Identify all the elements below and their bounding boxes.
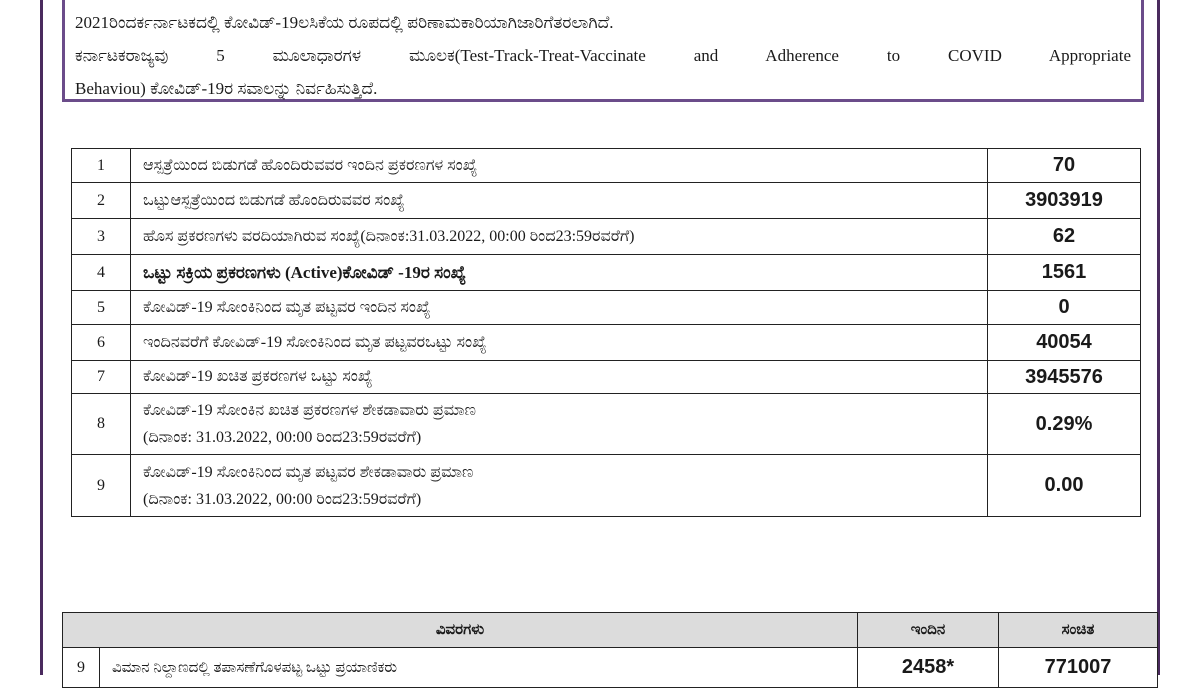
- row-value: 0.00: [988, 455, 1141, 517]
- row-label-line-2: (ದಿನಾಂಕ: 31.03.2022, 00:00 ರಿಂದ23:59ರವರೆಗೆ): [143, 490, 422, 508]
- row-value: 0: [988, 291, 1141, 325]
- table-row: [72, 149, 1141, 183]
- row-value-cumulative: 771007: [999, 648, 1158, 688]
- row-number: 9: [63, 648, 100, 688]
- table-row: [72, 183, 1141, 219]
- row-value: 0.29%: [988, 394, 1141, 455]
- left-border-rule: [40, 0, 43, 675]
- row-value: 62: [988, 219, 1141, 255]
- intro-text-box: [62, 0, 1144, 102]
- row-number: 3: [72, 219, 131, 255]
- row-number: 6: [72, 325, 131, 361]
- row-label: ಕೋವಿಡ್-19 ಸೋಂಕಿನಿಂದ ಮೃತ ಪಟ್ಟವರ ಇಂದಿನ ಸಂಖ್ಯೆ: [131, 291, 988, 325]
- row-label-line-1: ಕೋವಿಡ್-19 ಸೋಂಕಿನಿಂದ ಮೃತ ಪಟ್ಟವರ ಶೇಕಡಾವಾರು ಪ್ರಮಾಣ: [143, 463, 474, 481]
- table-row: [72, 361, 1141, 394]
- table-row: [63, 648, 1158, 688]
- row-label: ಕೋವಿಡ್-19 ಖಚಿತ ಪ್ರಕರಣಗಳ ಒಟ್ಟು ಸಂಖ್ಯೆ: [131, 361, 988, 394]
- covid-stats-table: [71, 148, 1141, 517]
- intro-line-3: Behaviou) ಕೋವಿಡ್-19ರ ಸವಾಲನ್ನು ನಿರ್ವಹಿಸುತ್ತಿದೆ.: [75, 79, 378, 98]
- header-today: ಇಂದಿನ: [858, 613, 999, 648]
- row-label: ಹೊಸ ಪ್ರಕರಣಗಳು ವರದಿಯಾಗಿರುವ ಸಂಖ್ಯೆ(ದಿನಾಂಕ:31.03.2022, 00:00 ರಿಂದ23:59ರವರೆಗೆ): [131, 219, 988, 255]
- header-cumulative: ಸಂಚಿತ: [999, 613, 1158, 648]
- table-row: [72, 394, 1141, 455]
- row-label: [131, 394, 988, 455]
- intro-line-2: ಕರ್ನಾಟಕರಾಜ್ಯವು 5 ಮೂಲಾಧಾರಗಳ ಮೂಲಕ(Test-Track-Treat-Vaccinate and Adherence to COVID Appropriate: [75, 46, 1131, 65]
- row-value: 3945576: [988, 361, 1141, 394]
- row-label: [131, 455, 988, 517]
- row-value: 3903919: [988, 183, 1141, 219]
- table-row: [72, 325, 1141, 361]
- row-number: 5: [72, 291, 131, 325]
- row-value-today: 2458*: [858, 648, 999, 688]
- intro-line-1: 2021ರಿಂದರ್ಕರ್ನಾಟಕದಲ್ಲಿ ಕೋವಿಡ್-19ಲಸಿಕೆಯ ರೂಪದಲ್ಲಿ ಪರಿಣಾಮಕಾರಿಯಾಗಿಜಾರಿಗೆತರಲಾಗಿದೆ.: [75, 13, 614, 32]
- table-row: [72, 455, 1141, 517]
- row-label: ವಿಮಾನ ನಿಲ್ದಾಣದಲ್ಲಿ ತಪಾಸಣೆಗೊಳಪಟ್ಟ ಒಟ್ಟು ಪ್ರಯಾಣಿಕರು: [100, 648, 858, 688]
- row-label-line-2: (ದಿನಾಂಕ: 31.03.2022, 00:00 ರಿಂದ23:59ರವರೆಗೆ): [143, 429, 422, 446]
- right-border-rule: [1157, 0, 1160, 675]
- table-row: [72, 291, 1141, 325]
- row-number: 7: [72, 361, 131, 394]
- row-value: 1561: [988, 255, 1141, 291]
- row-value: 70: [988, 149, 1141, 183]
- row-label: ಒಟ್ಟುಆಸ್ಪತ್ರೆಯಿಂದ ಬಿಡುಗಡೆ ಹೊಂದಿರುವವರ ಸಂಖ್ಯೆ: [131, 183, 988, 219]
- row-number: 8: [72, 394, 131, 455]
- row-number: 1: [72, 149, 131, 183]
- row-label: ಆಸ್ಪತ್ರೆಯಿಂದ ಬಿಡುಗಡೆ ಹೊಂದಿರುವವರ ಇಂದಿನ ಪ್ರಕರಣಗಳ ಸಂಖ್ಯೆ: [131, 149, 988, 183]
- row-label-line-1: ಕೋವಿಡ್-19 ಸೋಂಕಿನ ಖಚಿತ ಪ್ರಕರಣಗಳ ಶೇಕಡಾವಾರು ಪ್ರಮಾಣ: [143, 402, 476, 419]
- table-row: [72, 255, 1141, 291]
- header-details: ವಿವರಗಳು: [63, 613, 858, 648]
- row-number: 4: [72, 255, 131, 291]
- table-header-row: [63, 613, 1158, 648]
- row-number: 2: [72, 183, 131, 219]
- passenger-stats-table: [62, 612, 1158, 688]
- table-row: [72, 219, 1141, 255]
- row-label: ಇಂದಿನವರೆಗೆ ಕೋವಿಡ್-19 ಸೋಂಕಿನಿಂದ ಮೃತ ಪಟ್ಟವರಒಟ್ಟು ಸಂಖ್ಯೆ: [131, 325, 988, 361]
- row-label: ಒಟ್ಟು ಸಕ್ರಿಯ ಪ್ರಕರಣಗಳು (Active)ಕೋವಿಡ್ -19ರ ಸಂಖ್ಯೆ: [131, 255, 988, 291]
- row-number: 9: [72, 455, 131, 517]
- row-value: 40054: [988, 325, 1141, 361]
